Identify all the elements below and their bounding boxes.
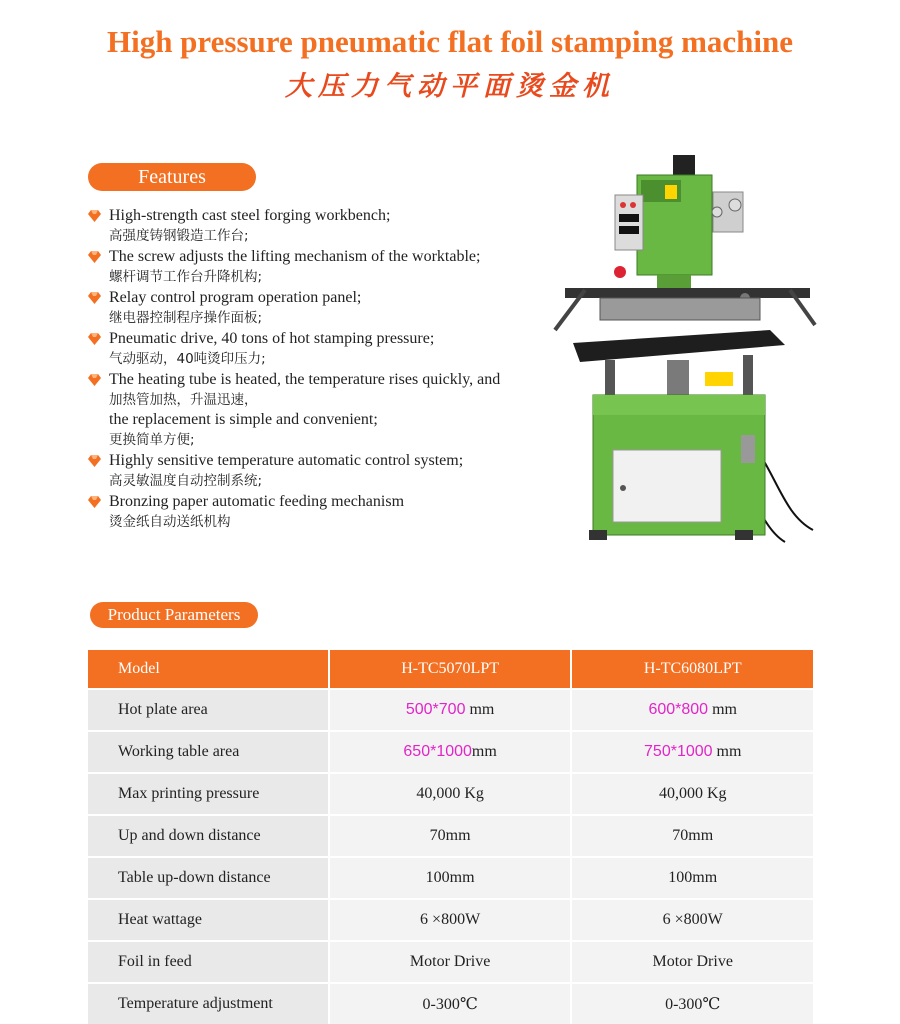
- table-row: [88, 983, 813, 1024]
- feature-item: [88, 370, 558, 450]
- diamond-bullet-icon: [88, 496, 101, 508]
- row-value-1: 0-300℃: [329, 983, 572, 1024]
- table-row: [88, 689, 813, 731]
- feature-item: [88, 247, 558, 287]
- feature-text-cn: 继电器控制程序操作面板;: [109, 310, 263, 326]
- row-label: Table up-down distance: [88, 857, 329, 899]
- diamond-bullet-icon: [88, 210, 101, 222]
- diamond-bullet-icon: [88, 251, 101, 263]
- row-value-1: 500*700 mm: [329, 689, 572, 731]
- row-label: Hot plate area: [88, 689, 329, 731]
- table-row: [88, 899, 813, 941]
- row-value-2: 600*800 mm: [571, 689, 813, 731]
- feature-text-en: The screw adjusts the lifting mechanism of the worktable;: [109, 248, 481, 265]
- page-title-cn: 大压力气动平面烫金机: [285, 71, 615, 102]
- page-title-en: High pressure pneumatic flat foil stamping machine: [106, 24, 794, 59]
- header-model-1: H-TC5070LPT: [329, 650, 572, 689]
- table-row: [88, 731, 813, 773]
- row-value-1: 70mm: [329, 815, 572, 857]
- feature-text-en: Relay control program operation panel;: [109, 289, 362, 306]
- row-label: Working table area: [88, 731, 329, 773]
- product-parameters-heading: Product Parameters: [90, 602, 258, 628]
- parameters-table: [88, 650, 813, 1024]
- row-label: Max printing pressure: [88, 773, 329, 815]
- row-value-2: 0-300℃: [571, 983, 813, 1024]
- row-label: Temperature adjustment: [88, 983, 329, 1024]
- feature-item: [88, 288, 558, 328]
- feature-text-en: Highly sensitive temperature automatic control system;: [109, 452, 464, 469]
- header-model-2: H-TC6080LPT: [571, 650, 813, 689]
- feature-text-en-continued: the replacement is simple and convenient;: [109, 411, 378, 428]
- table-header-row: [88, 650, 813, 689]
- feature-item: [88, 206, 558, 246]
- feature-text-en: High-strength cast steel forging workbench;: [109, 207, 391, 224]
- diamond-bullet-icon: [88, 292, 101, 304]
- table-row: [88, 941, 813, 983]
- feature-text-cn: 高灵敏温度自动控制系统;: [109, 473, 263, 489]
- feature-text-en: The heating tube is heated, the temperature rises quickly, and: [109, 371, 501, 388]
- feature-item: [88, 492, 558, 532]
- stamping-machine-image: [545, 150, 820, 550]
- feature-text-cn: 烫金纸自动送纸机构: [109, 514, 231, 530]
- feature-text-en: Pneumatic drive, 40 tons of hot stamping pressure;: [109, 330, 435, 347]
- row-value-2: 750*1000 mm: [571, 731, 813, 773]
- feature-text-cn-continued: 更换简单方便;: [109, 432, 195, 448]
- row-label: Heat wattage: [88, 899, 329, 941]
- feature-text-cn: 气动驱动，40吨烫印压力;: [109, 351, 266, 367]
- row-value-1: 40,000 Kg: [329, 773, 572, 815]
- row-label: Up and down distance: [88, 815, 329, 857]
- row-value-2: 40,000 Kg: [571, 773, 813, 815]
- feature-item: [88, 451, 558, 491]
- row-value-2: 100mm: [571, 857, 813, 899]
- row-value-1: 6 ×800W: [329, 899, 572, 941]
- row-label: Foil in feed: [88, 941, 329, 983]
- row-value-2: Motor Drive: [571, 941, 813, 983]
- table-row: [88, 773, 813, 815]
- diamond-bullet-icon: [88, 333, 101, 345]
- feature-text-en: Bronzing paper automatic feeding mechanism: [109, 493, 405, 510]
- table-row: [88, 815, 813, 857]
- row-value-1: Motor Drive: [329, 941, 572, 983]
- row-value-1: 100mm: [329, 857, 572, 899]
- header-model: Model: [88, 650, 329, 689]
- diamond-bullet-icon: [88, 455, 101, 467]
- features-heading: Features: [88, 163, 256, 191]
- table-row: [88, 857, 813, 899]
- diamond-bullet-icon: [88, 374, 101, 386]
- feature-item: [88, 329, 558, 369]
- features-list: [88, 206, 558, 533]
- row-value-2: 6 ×800W: [571, 899, 813, 941]
- row-value-1: 650*1000mm: [329, 731, 572, 773]
- feature-text-cn: 加热管加热，升温迅速，: [109, 392, 258, 408]
- feature-text-cn: 螺杆调节工作台升降机构;: [109, 269, 263, 285]
- row-value-2: 70mm: [571, 815, 813, 857]
- feature-text-cn: 高强度铸钢锻造工作台;: [109, 228, 249, 244]
